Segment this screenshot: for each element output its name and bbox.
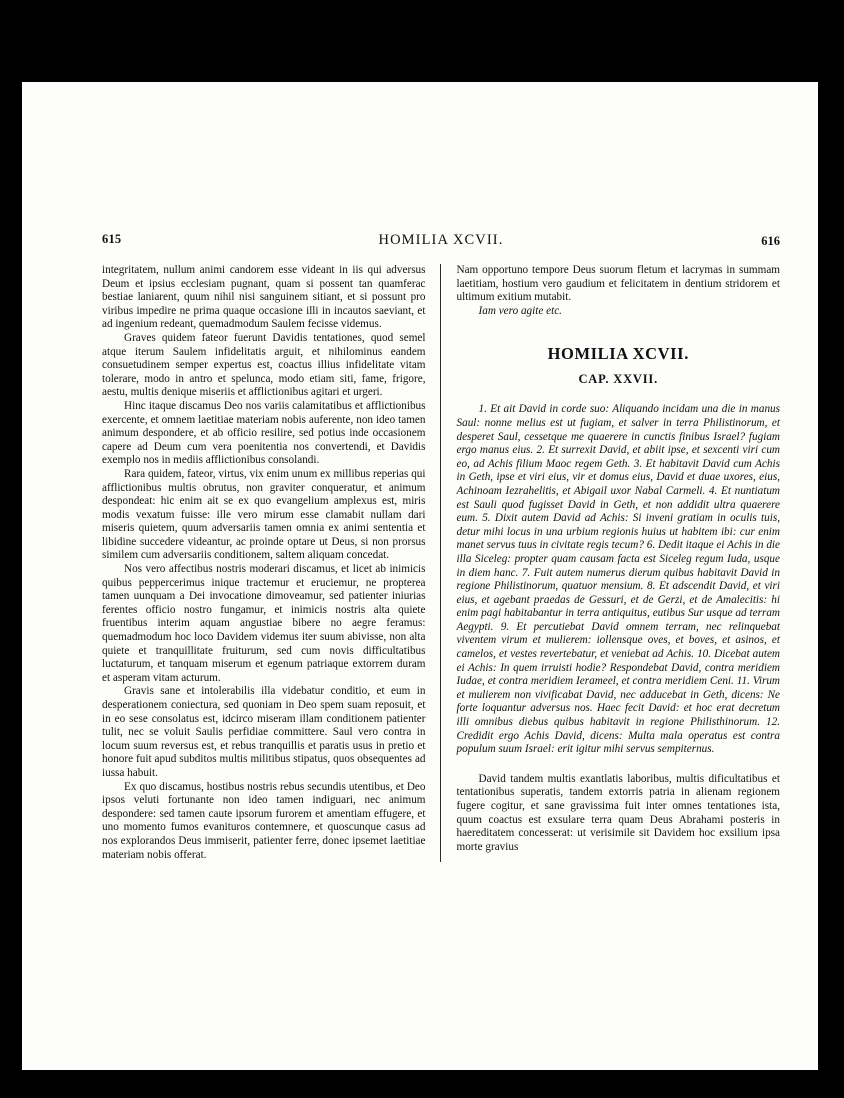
running-head [102,232,780,254]
paragraph: Hinc itaque discamus Deo nos variis calamitatibus et afflictionibus exercente, et omnem laetitiae materiam nobis auferente, non ideo tamen animum despondere, et ab officio resilire, sed potius inde occasionem capere ad Deum cum vera poenitentia nos convertendi, et Davidis exemplo nos in mediis afflictionibus consolandi. [102,399,426,467]
scan-border-bottom [0,1070,844,1098]
paragraph: Gravis sane et intolerabilis illa videbatur conditio, et eum in desperationem coniectura, sed quoniam in Deo spem suam reposuit, et in eo sese consolatus est, idcirco miseram illam conditionem patienter tulit, nec se voluit Saulis perfidiae committere. Saul vero contra in locum suum reversus est, et rebus tranquillis et paratis usus in pretio et honore fuit apud subditos multis militibus stipatus, quos obsequentes ad iussa habuit. [102,685,426,779]
two-column-body [102,264,780,862]
page-paper [22,82,818,1070]
column-left [102,264,441,862]
spacer [457,318,781,344]
folio-right: 616 [761,234,780,248]
paragraph: Ex quo discamus, hostibus nostris rebus secundis utentibus, et Deo ipsos veluti fortunante non ideo tamen indiguari, nec animum despondere: sed tamen caute ipsorum furorem et amentiam effugere, et uno momento fumos evanituros contemnere, et quoscunque casus ad nos explorandos Deus immiserit, patienter ferre, donec ipsemet laetitiae materiam nobis offerat. [102,780,426,861]
cap-heading: CAP. XXVII. [578,372,659,387]
spacer [457,757,781,773]
scan-border-right [818,74,844,1098]
paragraph-iam-vero: Iam vero agite etc. [478,304,562,317]
paragraph: Nos vero affectibus nostris moderari discamus, et licet ab inimicis quibus peppercerimus inique tractemur et eruciemur, ne propterea tamen uunquam a Dei invocatione dimoveamur, sed patienter iniurias ferentes officio nostro fungamur, et inimicis nostris alta quiete fruentibus interim aquam angustiae bibere no aegre feramus: quemadmodum hoc loco Davidem videmus iter suum abivisse, non alta quiete et tranquillitate fruiturum, sed cum novis difficultatibus luctaturum, et tanquam miserum et egenum patriaque extorrem duram et asperam vitam acturum. [102,563,426,684]
paragraph: integritatem, nullum animi candorem esse videant in iis qui adversus Deum et ipsius ecclesiam pugnant, quam si possent tan quamferac bestiae laniarent, quum nihil nisi sanguinem sitiant, et si possunt pro viribus impedire ne prima quaque occasione illi in incautos saeviant, et ad ingenium redeant, quemadmodum Saulem fecisse videmus. [102,264,426,331]
page-content [102,232,780,862]
folio-left: 615 [102,232,122,246]
column-right [441,264,781,854]
scan-border-top [0,0,844,82]
spacer [457,364,781,372]
scan-border-left [0,0,22,1098]
homilia-heading: HOMILIA XCVII. [547,344,689,364]
running-head-title: HOMILIA XCVII. [378,232,504,248]
spacer [457,387,781,403]
paragraph: Nam opportuno tempore Deus suorum fletum et lacrymas in summam laetitiam, hostium vero gaudium et felicitatem in dentium stridorem et ultimum exitium mutabit. [456,264,780,304]
paragraph: Graves quidem fateor fuerunt Davidis tentationes, quod semel atque iterum Saulem infidelitatis arguit, et nihilominus eandem consuetudinem semper expertus est, coactus illius infidelitate vitam tolerare, modo in antro et spelunca, modo etiam siti, fame, frigore, aestu, multis denique miseriis et afflictionibus agitari et urgeri. [102,331,426,399]
scripture-passage: 1. Et ait David in corde suo: Aliquando incidam una die in manus Saul: nonne melius est ut fugiam, et salver in terra Philistinorum, et desperet Saul, cessetque me quaerere in cunctis finibus Israel? fugiam ergo manus eius. 2. Et surrexit David, et abiit ipse, et sexcenti viri cum eo, ad Achis filium Maoc regem Geth. 3. Et habitavit David cum Achis in Geth, ipse et viri eius, vir et domus eius, David et duae uxores, eius, Achinoam Iezrahelitis, et Abigail uxor Nabal Carmeli. 4. Et nuntiatum est Sauli quod fugisset David in Geth, et non addidit ultra quaerere eum. 5. Dixit autem David ad Achis: Si inveni gratiam in oculis tuis, detur mihi locus in una urbium regionis huius ut habitem ibi: cur enim manet servus tuus in civitate regis tecum? 6. Dedit itaque ei Achis in die illa Siceleg: propter quam causam facta est Siceleg regum Iuda, usque in diem hanc. 7. Fuit autem numerus dierum quibus habitavit David in regione Philistinorum, quatuor mensium. 8. Et adscendit David, et viri eius, et agebant praedas de Gessuri, et de Gerzi, et de Amalecitis: hi enim pagi habitabantur in terra antiquitus, eutibus Sur usque ad terram Aegypti. 9. Et percutiebat David omnem terram, nec relinquebat viventem virum et mulierem: iollensque oves, et boves, et asinos, et camelos, et vestes revertebatur, et veniebat ad Achis. 10. Dicebat autem ei Achis: In quem irruisti hodie? Respondebat David, contra meridiem Iudae, et contra meridiem Ierameel, et contra meridiem Ceni. 11. Virum et mulierem non vivificabat David, nec adducebat in Geth, dicens: Ne forte loquantur adversus nos. Haec fecit David: et hoc erat decretum illi omnibus diebus quibus habitavit in regione Philisthinorum. 12. Credidit ergo Achis David, dicens: Multa mala operatus est contra populum suum Israel: erit igitur mihi servus sempiternus. [456,403,780,756]
paragraph: Rara quidem, fateor, virtus, vix enim unum ex millibus reperias qui afflictionibus multis obrutus, non graviter conqueratur, et animum despondeat: hic enim ait se ex quo evangelium amplexus est, miris modis vexatum fuisse: ille vero mirum esse clamabit nullam dari miseris quietem, quum adversariis tamen omnia ex animi sententia et libidine succedere videantur, ac proinde optare ut Deus, si non prorsus similem cum adversariis conditionem, saltem aliquam concedat. [102,467,426,562]
paragraph: David tandem multis exantlatis laboribus, multis dificultatibus et tentationibus superatis, tandem extorris patria in alienam regionem fugere cogitur, et sane gravissima fuit inter omnes tentationes ista, quum coactus est exsulare terra quam Deus Abrahami posteris in haereditatem concesserat: ut verisimile sit Davidem hoc exsilium ipsa morte gravius [456,772,780,853]
